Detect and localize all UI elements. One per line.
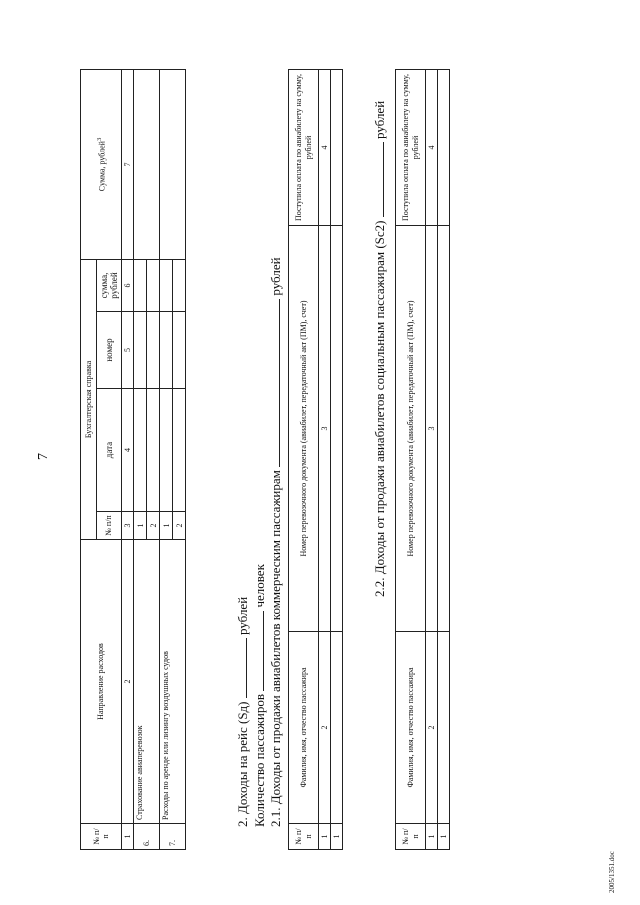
t21-colnum: 2 bbox=[319, 632, 331, 824]
section22-title: 2.2. Доходы от продажи авиабилетов социальным пассажирам (Sc2) bbox=[372, 220, 387, 597]
expense-row-np: 6. bbox=[134, 824, 160, 850]
expense-row-np: 7. bbox=[160, 824, 186, 850]
income-line bbox=[235, 597, 251, 827]
expense-colnum: 4 bbox=[122, 389, 134, 512]
commercial-passengers-table bbox=[288, 69, 343, 850]
expense-colnum: 7 bbox=[122, 69, 134, 259]
expense-row-sub: 1 bbox=[160, 512, 173, 540]
t22-row-np: 1 bbox=[438, 824, 450, 850]
t22-cell-doc bbox=[438, 226, 450, 632]
expense-header-direction: Направление расходов bbox=[81, 540, 122, 824]
expense-row-sub: 2 bbox=[173, 512, 186, 540]
t22-cell-name bbox=[438, 632, 450, 824]
t22-header-paid: Поступила оплата по авиабилету на сумму, рублей bbox=[396, 70, 426, 226]
passengers-line bbox=[252, 564, 268, 827]
expense-cell-amount bbox=[160, 259, 173, 311]
expense-cell-sum bbox=[134, 69, 160, 259]
expense-row-sub: 2 bbox=[147, 512, 160, 540]
income-blank bbox=[246, 638, 247, 698]
section21-title-line bbox=[268, 257, 284, 827]
t22-colnum: 3 bbox=[426, 226, 438, 632]
expense-subheader-np: № п/п bbox=[97, 512, 122, 540]
t22-colnum: 4 bbox=[426, 70, 438, 226]
section21-unit: рублей bbox=[268, 257, 283, 296]
t22-header-doc: Номер перевозочного документа (авиабилет, передаточный акт (ПМ), счет) bbox=[396, 226, 426, 632]
t21-colnum: 1 bbox=[319, 824, 331, 850]
expense-cell-number bbox=[134, 312, 147, 389]
expense-cell-date bbox=[147, 389, 160, 512]
t21-header-doc: Номер перевозочного документа (авиабилет, передаточный акт (ПМ), счет) bbox=[289, 226, 319, 632]
section22-unit: рублей bbox=[372, 100, 387, 139]
section22-title-line bbox=[372, 101, 388, 597]
expense-cell-number bbox=[173, 312, 186, 389]
expense-header-np: № п/п bbox=[81, 824, 122, 850]
t21-row-np: 1 bbox=[331, 824, 343, 850]
expense-subheader-amount: сумма, рублей bbox=[97, 259, 122, 311]
expense-cell-date bbox=[173, 389, 186, 512]
t21-header-name: Фамилия, имя, отчество пассажира bbox=[289, 632, 319, 824]
expense-cell-number bbox=[160, 312, 173, 389]
social-passengers-table bbox=[395, 69, 450, 850]
expense-header-sum-footnote: 3 bbox=[95, 137, 103, 142]
t22-cell-paid bbox=[438, 70, 450, 226]
expense-cell-amount bbox=[173, 259, 186, 311]
t21-header-np: № п/п bbox=[289, 824, 319, 850]
passengers-blank bbox=[263, 611, 264, 691]
t21-cell-paid bbox=[331, 70, 343, 226]
t21-colnum: 3 bbox=[319, 226, 331, 632]
t21-header-paid: Поступила оплата по авиабилету на сумму, рублей bbox=[289, 70, 319, 226]
section22-blank bbox=[383, 142, 384, 217]
expense-row-direction: Страхование авиаперевозок bbox=[134, 540, 160, 824]
expense-header-sum-label: Сумма, рублей bbox=[97, 141, 107, 192]
income-unit: рублей bbox=[235, 596, 250, 635]
expense-cell-date bbox=[160, 389, 173, 512]
expense-table bbox=[80, 69, 186, 850]
expense-colnum: 3 bbox=[122, 512, 134, 540]
expense-header-accounting: Бухгалтерская справка bbox=[81, 259, 97, 539]
section21-title: 2.1. Доходы от продажи авиабилетов коммерческим пассажирам bbox=[268, 470, 283, 827]
expense-subheader-date: дата bbox=[97, 389, 122, 512]
expense-colnum: 1 bbox=[122, 824, 134, 850]
expense-cell-number bbox=[147, 312, 160, 389]
t22-header-np: № п/п bbox=[396, 824, 426, 850]
t21-cell-name bbox=[331, 632, 343, 824]
expense-header-sum bbox=[81, 69, 122, 259]
expense-cell-amount bbox=[134, 259, 147, 311]
t22-colnum: 1 bbox=[426, 824, 438, 850]
expense-subheader-number: номер bbox=[97, 312, 122, 389]
passengers-label: Количество пассажиров bbox=[252, 694, 267, 827]
expense-cell-amount bbox=[147, 259, 160, 311]
t21-cell-doc bbox=[331, 226, 343, 632]
t22-colnum: 2 bbox=[426, 632, 438, 824]
expense-colnum: 6 bbox=[122, 259, 134, 311]
expense-cell-sum bbox=[160, 69, 186, 259]
expense-colnum: 5 bbox=[122, 312, 134, 389]
t22-header-name: Фамилия, имя, отчество пассажира bbox=[396, 632, 426, 824]
expense-colnum: 2 bbox=[122, 540, 134, 824]
t21-colnum: 4 bbox=[319, 70, 331, 226]
passengers-unit: человек bbox=[252, 564, 267, 608]
expense-cell-date bbox=[134, 389, 147, 512]
expense-row-sub: 1 bbox=[134, 512, 147, 540]
section21-blank bbox=[279, 299, 280, 467]
expense-row-direction: Расходы по аренде или лизингу воздушных судов bbox=[160, 540, 186, 824]
page-number: 7 bbox=[36, 453, 51, 460]
income-label: 2. Доходы на рейс (Sд) bbox=[235, 701, 250, 827]
document-filename: 2005/1351.doc bbox=[608, 851, 616, 893]
